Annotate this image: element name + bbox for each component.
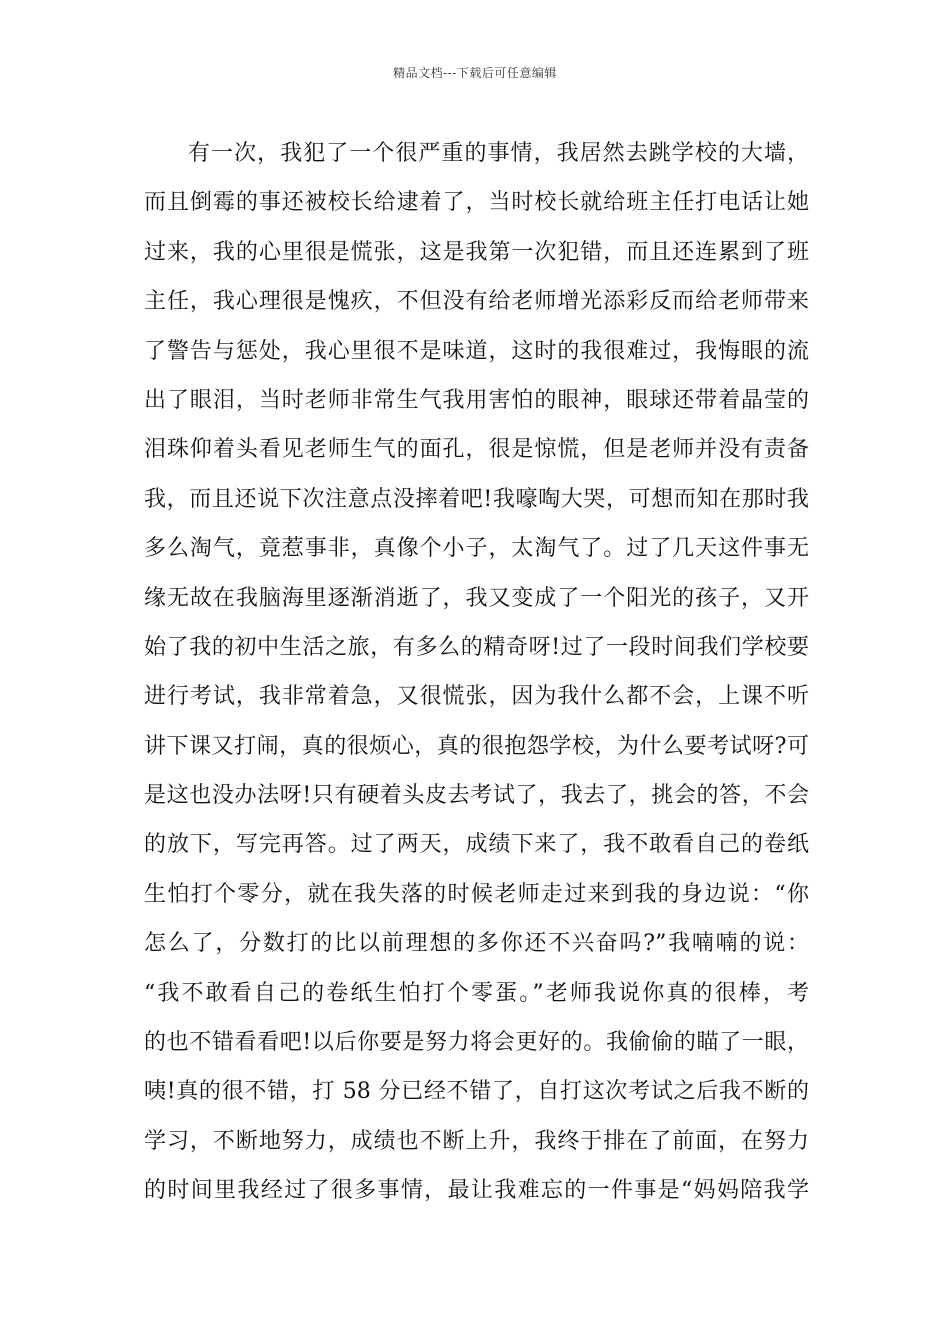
body-paragraph <box>144 129 809 1216</box>
text-line-21: 学习，不断地努力，成绩也不断上升，我终于排在了前面，在努力 <box>144 1128 809 1154</box>
text-line-19: 的也不错看看吧!以后你要是努力将会更好的。我偷偷的瞄了一眼， <box>144 1030 809 1056</box>
text-line-18: “我不敢看自己的卷纸生怕打个零蛋。”老师我说你真的很棒，考 <box>144 980 809 1006</box>
text-line-14: 是这也没办法呀!只有硬着头皮去考试了，我去了，挑会的答，不会 <box>144 783 809 809</box>
text-line-2: 而且倒霉的事还被校长给逮着了，当时校长就给班主任打电话让她 <box>144 190 809 216</box>
text-line-9: 多么淘气，竟惹事非，真像个小子，太淘气了。过了几天这件事无 <box>144 536 809 562</box>
text-line-5: 了警告与惩处，我心里很不是味道，这时的我很难过，我悔眼的流 <box>144 338 809 364</box>
page-header: 精品文档---下载后可任意编辑 <box>393 66 557 80</box>
text-line-1: 有一次，我犯了一个很严重的事情，我居然去跳学校的大墙， <box>188 141 809 166</box>
text-line-16: 生怕打个零分，就在我失落的时候老师走过来到我的身边说：“你 <box>144 881 809 907</box>
text-line-20: 咦!真的很不错，打 58 分已经不错了，自打这次考试之后我不断的 <box>144 1079 809 1105</box>
text-line-11: 始了我的初中生活之旅，有多么的精奇呀!过了一段时间我们学校要 <box>144 634 809 660</box>
text-line-6: 出了眼泪，当时老师非常生气我用害怕的眼神，眼球还带着晶莹的 <box>144 387 809 413</box>
text-line-22: 的时间里我经过了很多事情，最让我难忘的一件事是“妈妈陪我学 <box>144 1178 809 1204</box>
text-line-15: 的放下，写完再答。过了两天，成绩下来了，我不敢看自己的卷纸 <box>144 832 809 858</box>
text-line-3: 过来，我的心里很是慌张，这是我第一次犯错，而且还连累到了班 <box>144 239 809 265</box>
text-line-17: 怎么了，分数打的比以前理想的多你还不兴奋吗?”我喃喃的说： <box>144 931 809 957</box>
text-line-12: 进行考试，我非常着急，又很慌张，因为我什么都不会，上课不听 <box>144 684 809 710</box>
text-line-4: 主任，我心理很是愧疚，不但没有给老师增光添彩反而给老师带来 <box>144 289 809 315</box>
text-line-7: 泪珠仰着头看见老师生气的面孔，很是惊慌，但是老师并没有责备 <box>144 437 809 463</box>
text-line-13: 讲下课又打闹，真的很烦心，真的很抱怨学校，为什么要考试呀?可 <box>144 733 809 759</box>
text-line-8: 我，而且还说下次注意点没摔着吧!我嚎啕大哭，可想而知在那时我 <box>144 486 809 512</box>
text-line-10: 缘无故在我脑海里逐渐消逝了，我又变成了一个阳光的孩子，又开 <box>144 585 809 611</box>
